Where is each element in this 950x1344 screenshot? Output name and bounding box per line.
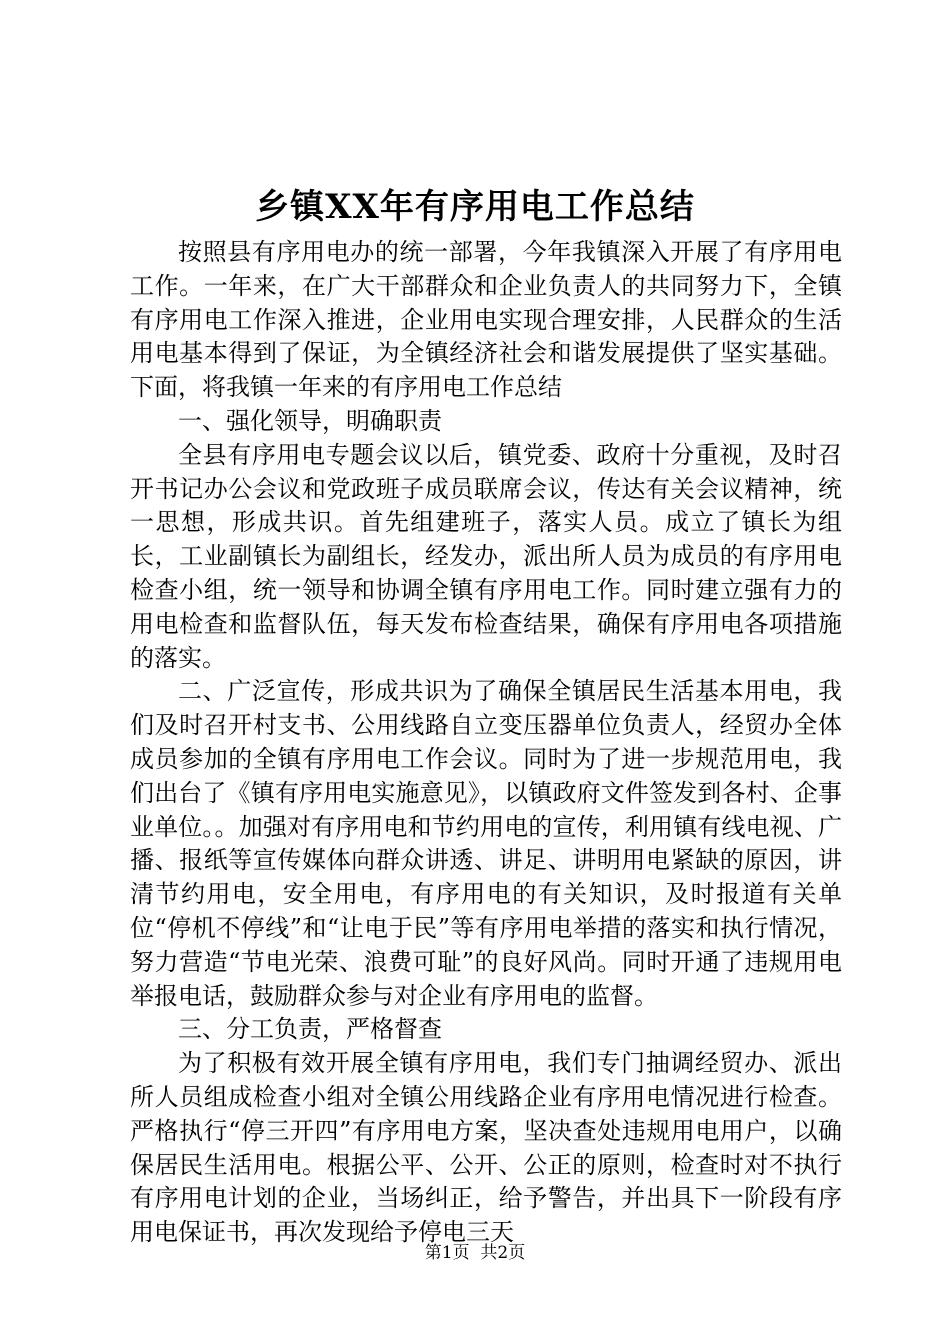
page-footer (0, 1241, 950, 1265)
paragraph-section-1: 全县有序用电专题会议以后，镇党委、政府十分重视，及时召开书记办公会议和党政班子成员联席会议，传达有关会议精神，统一思想，形成共识。首先组建班子，落实人员。成立了镇长为组长，工业副镇长为副组长，经发办，派出所人员为成员的有序用电检查小组，统一领导和协调全镇有序用电工作。同时建立强有力的用电检查和监督队伍，每天发布检查结果，确保有序用电各项措施的落实。 (130, 440, 842, 672)
section-heading-1: 一、强化领导，明确职责 (178, 406, 442, 435)
page-number: 第1页 (424, 1243, 470, 1263)
document-title: 乡镇XX年有序用电工作总结 (255, 187, 695, 227)
section-heading-3: 三、分工负责，严格督查 (178, 1015, 442, 1044)
paragraph-intro: 按照县有序用电办的统一部署，今年我镇深入开展了有序用电工作。一年来，在广大干部群众和企业负责人的共同努力下，全镇有序用电工作深入推进，企业用电实现合理安排，人民群众的生活用电基本得到了保证，为全镇经济社会和谐发展提供了坚实基础。下面，将我镇一年来的有序用电工作总结 (130, 238, 842, 402)
document-body (130, 236, 842, 1250)
paragraph-section-3: 为了积极有效开展全镇有序用电，我们专门抽调经贸办、派出所人员组成检查小组对全镇公用线路企业有序用电情况进行检查。严格执行“停三开四”有序用电方案，坚决查处违规用电用户，以确保居民生活用电。根据公平、公开、公正的原则，检查时对不执行有序用电计划的企业，当场纠正，给予警告，并出具下一阶段有序用电保证书，再次发现给予停电三天 (130, 1049, 842, 1247)
paragraph-section-2: 二、广泛宣传，形成共识为了确保全镇居民生活基本用电，我们及时召开村支书、公用线路自立变压器单位负责人，经贸办全体成员参加的全镇有序用电工作会议。同时为了进一步规范用电，我们出台了《镇有序用电实施意见》，以镇政府文件签发到各村、企事业单位。。加强对有序用电和节约用电的宣传，利用镇有线电视、广播、报纸等宣传媒体向群众讲透、讲足、讲明用电紧缺的原因，讲清节约用电，安全用电，有序用电的有关知识，及时报道有关单位“停机不停线”和“让电于民”等有序用电举措的落实和执行情况，努力营造“节电光荣、浪费可耻”的良好风尚。同时开通了违规用电举报电话，鼓励群众参与对企业有序用电的监督。 (130, 677, 842, 1010)
page-total: 共2页 (480, 1243, 526, 1263)
